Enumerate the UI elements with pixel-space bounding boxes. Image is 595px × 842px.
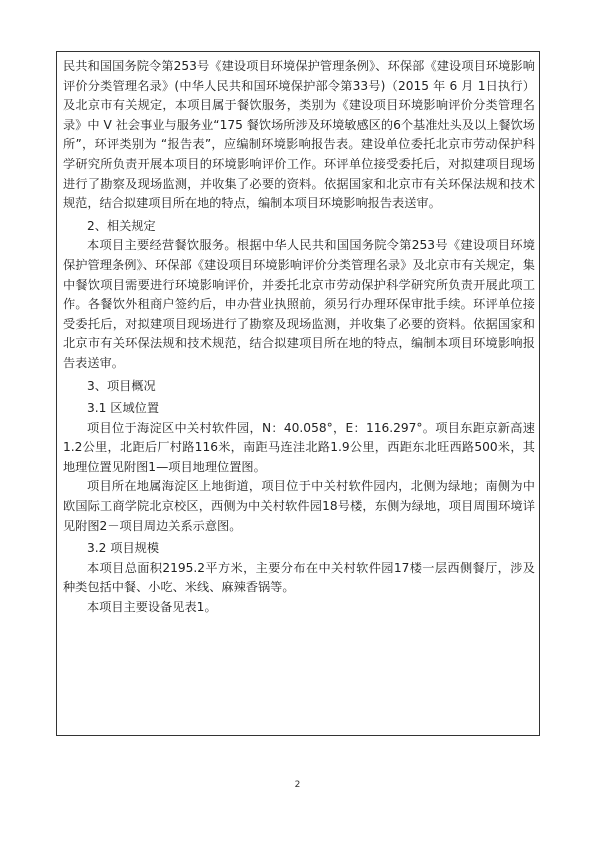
section-heading-project-overview: 3、项目概况 (87, 378, 156, 393)
paragraph-related-rules: 本项目主要经营餐饮服务。根据中华人民共和国国务院令第253号《建设项目环境保护管理条例》、环保部《建设项目环境影响评价分类管理名录》及北京市有关规定，集中餐饮项目需要进行环境影响评价，并委托北京市劳动保护科学研究所负责开展此项工作。各餐饮外租商户签约后，申办营业执照前，须另行办理环保审批手续。环评单位接受委托后，对拟建项目现场进行了勘察及现场监测，并收集了必要的资料。依据国家和北京市有关环保法规和技术规范，结合拟建项目所在地的特点，编制本项目环境影响报告表送审。 (63, 238, 535, 370)
document-body (63, 57, 535, 618)
paragraph-location: 项目位于海淀区中关村软件园，N：40.058°，E：116.297°。项目东距京新高速1.2公里，北距后厂村路116米，南距马连洼北路1.9公里，西距东北旺西路500米，其地理位置见附图1—项目地理位置图。 (63, 420, 535, 474)
subsection-heading-location: 3.1 区域位置 (87, 401, 160, 416)
subsection-heading-scale: 3.2 项目规模 (87, 541, 160, 556)
section-heading-related-rules: 2、相关规定 (87, 218, 156, 233)
paragraph-surroundings: 项目所在地属海淀区上地街道，项目位于中关村软件园内，北侧为绿地；南侧为中欧国际工商学院北京校区，西侧为中关村软件园18号楼，东侧为绿地，项目周围环境详见附图2－项目周边关系示意图。 (63, 479, 535, 533)
page-number: 2 (294, 780, 301, 790)
paragraph-scale: 本项目总面积2195.2平方米，主要分布在中关村软件园17楼一层西侧餐厅，涉及种类包括中餐、小吃、米线、麻辣香锅等。 (63, 560, 535, 595)
paragraph-regulations-intro: 民共和国国务院令第253号《建设项目环境保护管理条例》、环保部《建设项目环境影响评价分类管理名录》(中华人民共和国环境保护部令第33号)（2015 年 6 月 1日执行）及北京市有关规定，本项目属于餐饮服务，类别为《建设项目环境影响评价分类管理名录》中 V 社会事业与服务业“175 餐饮场所涉及环境敏感区的6个基准灶头及以上餐饮场所”，环评类别为 “报告表”，应编制环境影响报告表。建设单位委托北京市劳动保护科学研究所负责开展本项目的环境影响评价工作。环评单位接受委托后，对拟建项目现场进行了勘察及现场监测，并收集了必要的资料。依据国家和北京市有关环保法规和技术规范，结合拟建项目所在地的特点，编制本项目环境影响报告表送审。 (63, 59, 535, 211)
content-frame (56, 51, 540, 736)
paragraph-equipment-reference: 本项目主要设备见表1。 (87, 600, 217, 615)
